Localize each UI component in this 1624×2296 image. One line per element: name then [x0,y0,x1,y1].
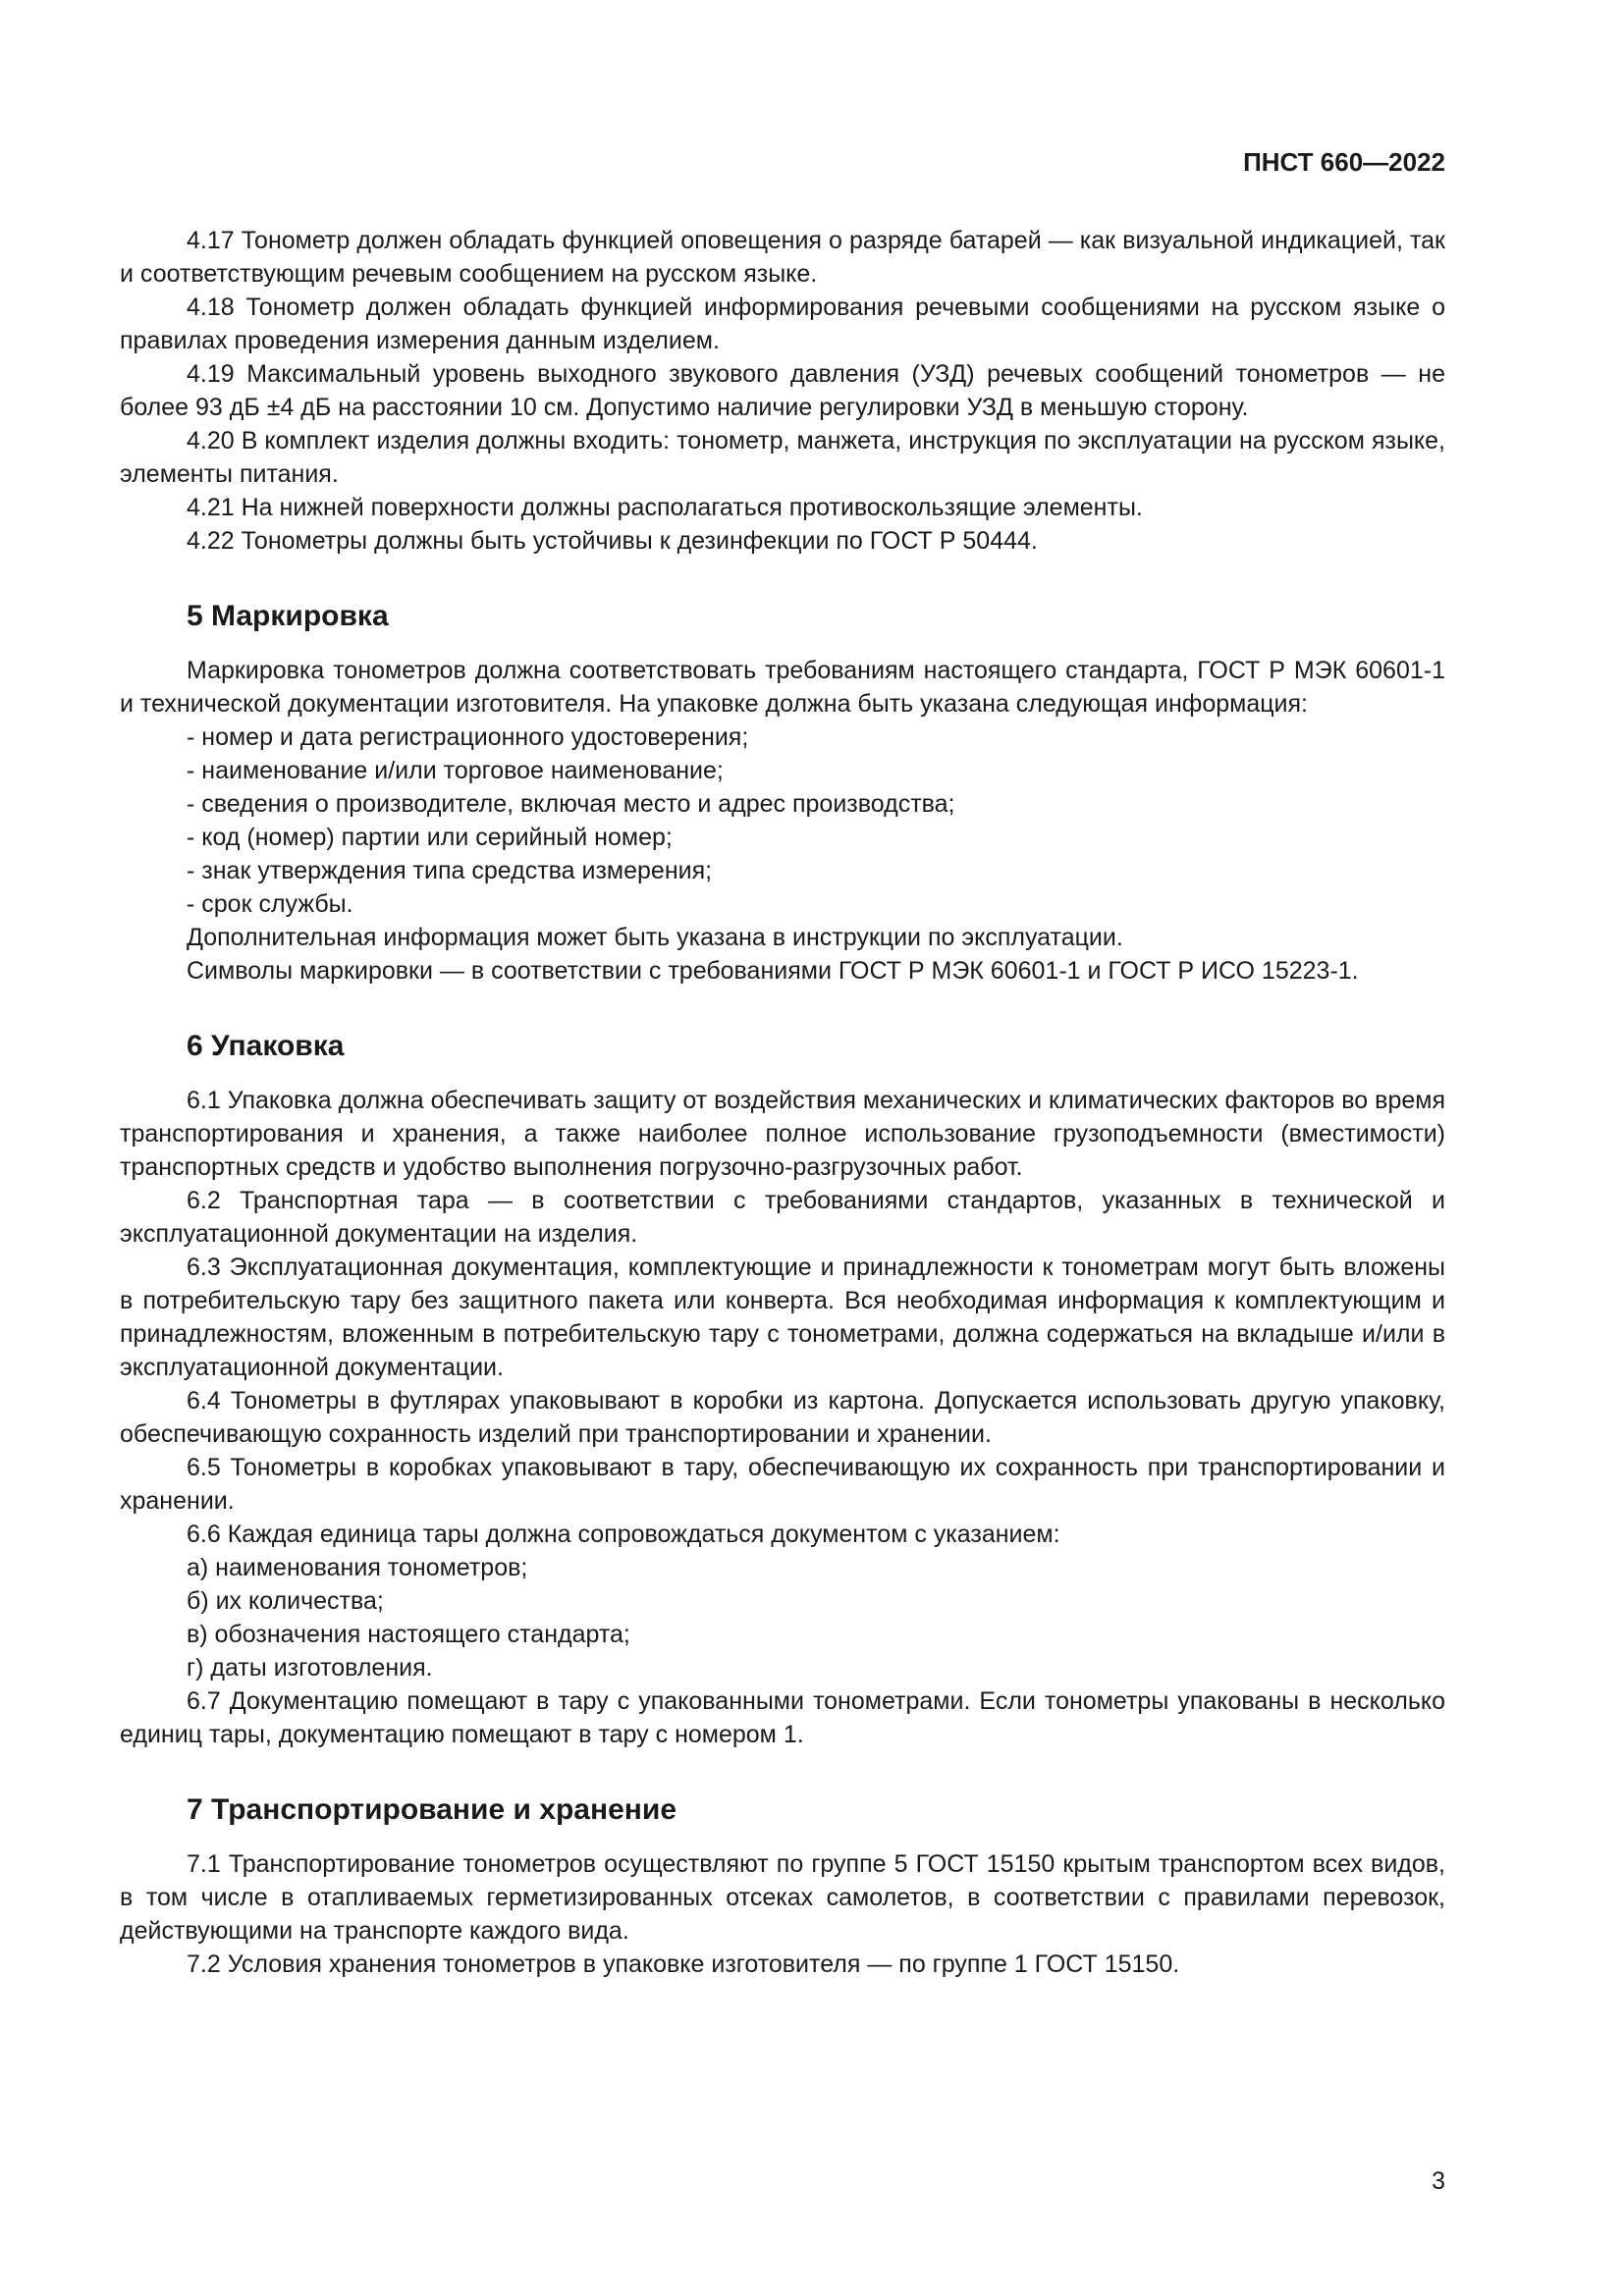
list-item: - срок службы. [187,890,353,918]
list-item: - код (номер) партии или серийный номер; [187,824,673,851]
paragraph-7-1: 7.1 Транспортирование тонометров осуществляют по группе 5 ГОСТ 15150 крытым транспортом всех видов, в том числе в отапливаемых герметизированных отсеках самолетов, в соответствии с правилами перевозок, действующими на транспорте каждого вида. [120,1850,1445,1945]
paragraph-4-20: 4.20 В комплект изделия должны входить: тонометр, манжета, инструкция по эксплуатации на русском языке, элементы питания. [120,427,1445,488]
paragraph-6-6: 6.6 Каждая единица тары должна сопровождаться документом с указанием: [187,1521,1060,1548]
list-item: г) даты изготовления. [187,1654,433,1682]
paragraph-6-4: 6.4 Тонометры в футлярах упаковывают в коробки из картона. Допускается использовать другую упаковку, обеспечивающую сохранность изделий при транспортировании и хранении. [120,1387,1445,1448]
section-6-heading: 6 Упаковка [187,1030,345,1062]
section-5-heading: 5 Маркировка [187,600,389,632]
list-item: - номер и дата регистрационного удостоверения; [187,723,749,751]
list-item: б) их количества; [187,1587,384,1615]
section-5-extra: Дополнительная информация может быть указана в инструкции по эксплуатации. [187,924,1123,951]
page-number: 3 [1432,2167,1445,2195]
paragraph-6-5: 6.5 Тонометры в коробках упаковывают в тару, обеспечивающую их сохранность при транспортировании и хранении. [120,1454,1445,1515]
list-item: в) обозначения настоящего стандарта; [187,1621,630,1648]
paragraph-6-2: 6.2 Транспортная тара — в соответствии с требованиями стандартов, указанных в технической и эксплуатационной документации на изделия. [120,1187,1445,1248]
section-5-intro: Маркировка тонометров должна соответствовать требованиям настоящего стандарта, ГОСТ Р МЭК 60601-1 и технической документации изготовителя. На упаковке должна быть указана следующая информация: [120,657,1445,718]
paragraph-4-22: 4.22 Тонометры должны быть устойчивы к дезинфекции по ГОСТ Р 50444. [187,527,1038,555]
list-item: - знак утверждения типа средства измерения; [187,857,713,884]
paragraph-6-3: 6.3 Эксплуатационная документация, комплектующие и принадлежности к тонометрам могут быть вложены в потребительскую тару без защитного пакета или конверта. Вся необходимая информация к комплектующим и принадлежностям, вложенным в потребительскую тару с тонометрами, должна содержаться на вкладыше и/или в эксплуатационной документации. [120,1254,1445,1381]
list-item: - наименование и/или торговое наименование; [187,757,724,784]
page-content [120,224,1445,1981]
list-item: а) наименования тонометров; [187,1554,528,1581]
paragraph-7-2: 7.2 Условия хранения тонометров в упаковке изготовителя — по группе 1 ГОСТ 15150. [187,1950,1180,1978]
paragraph-4-18: 4.18 Тонометр должен обладать функцией информирования речевыми сообщениями на русском языке о правилах проведения измерения данным изделием. [120,294,1445,354]
list-item: - сведения о производителе, включая место и адрес производства; [187,790,955,818]
paragraph-4-19: 4.19 Максимальный уровень выходного звукового давления (УЗД) речевых сообщений тонометров — не более 93 дБ ±4 дБ на расстоянии 10 см. Допустимо наличие регулировки УЗД в меньшую сторону. [120,360,1445,421]
section-7-heading: 7 Транспортирование и хранение [187,1793,677,1826]
paragraph-6-7: 6.7 Документацию помещают в тару с упакованными тонометрами. Если тонометры упакованы в несколько единиц тары, документацию помещают в тару с номером 1. [120,1687,1445,1748]
section-5-symbols: Символы маркировки — в соответствии с требованиями ГОСТ Р МЭК 60601-1 и ГОСТ Р ИСО 15223-1. [187,957,1359,985]
paragraph-6-1: 6.1 Упаковка должна обеспечивать защиту от воздействия механических и климатических факторов во время транспортирования и хранения, а также наиболее полное использование грузоподъемности (вместимости) транспортных средств и удобство выполнения погрузочно-разгрузочных работ. [120,1087,1445,1181]
document-id: ПНСТ 660—2022 [1243,147,1445,177]
paragraph-4-21: 4.21 На нижней поверхности должны располагаться противоскользящие элементы. [187,494,1143,521]
paragraph-4-17: 4.17 Тонометр должен обладать функцией оповещения о разряде батарей — как визуальной индикацией, так и соответствующим речевым сообщением на русском языке. [120,227,1445,288]
